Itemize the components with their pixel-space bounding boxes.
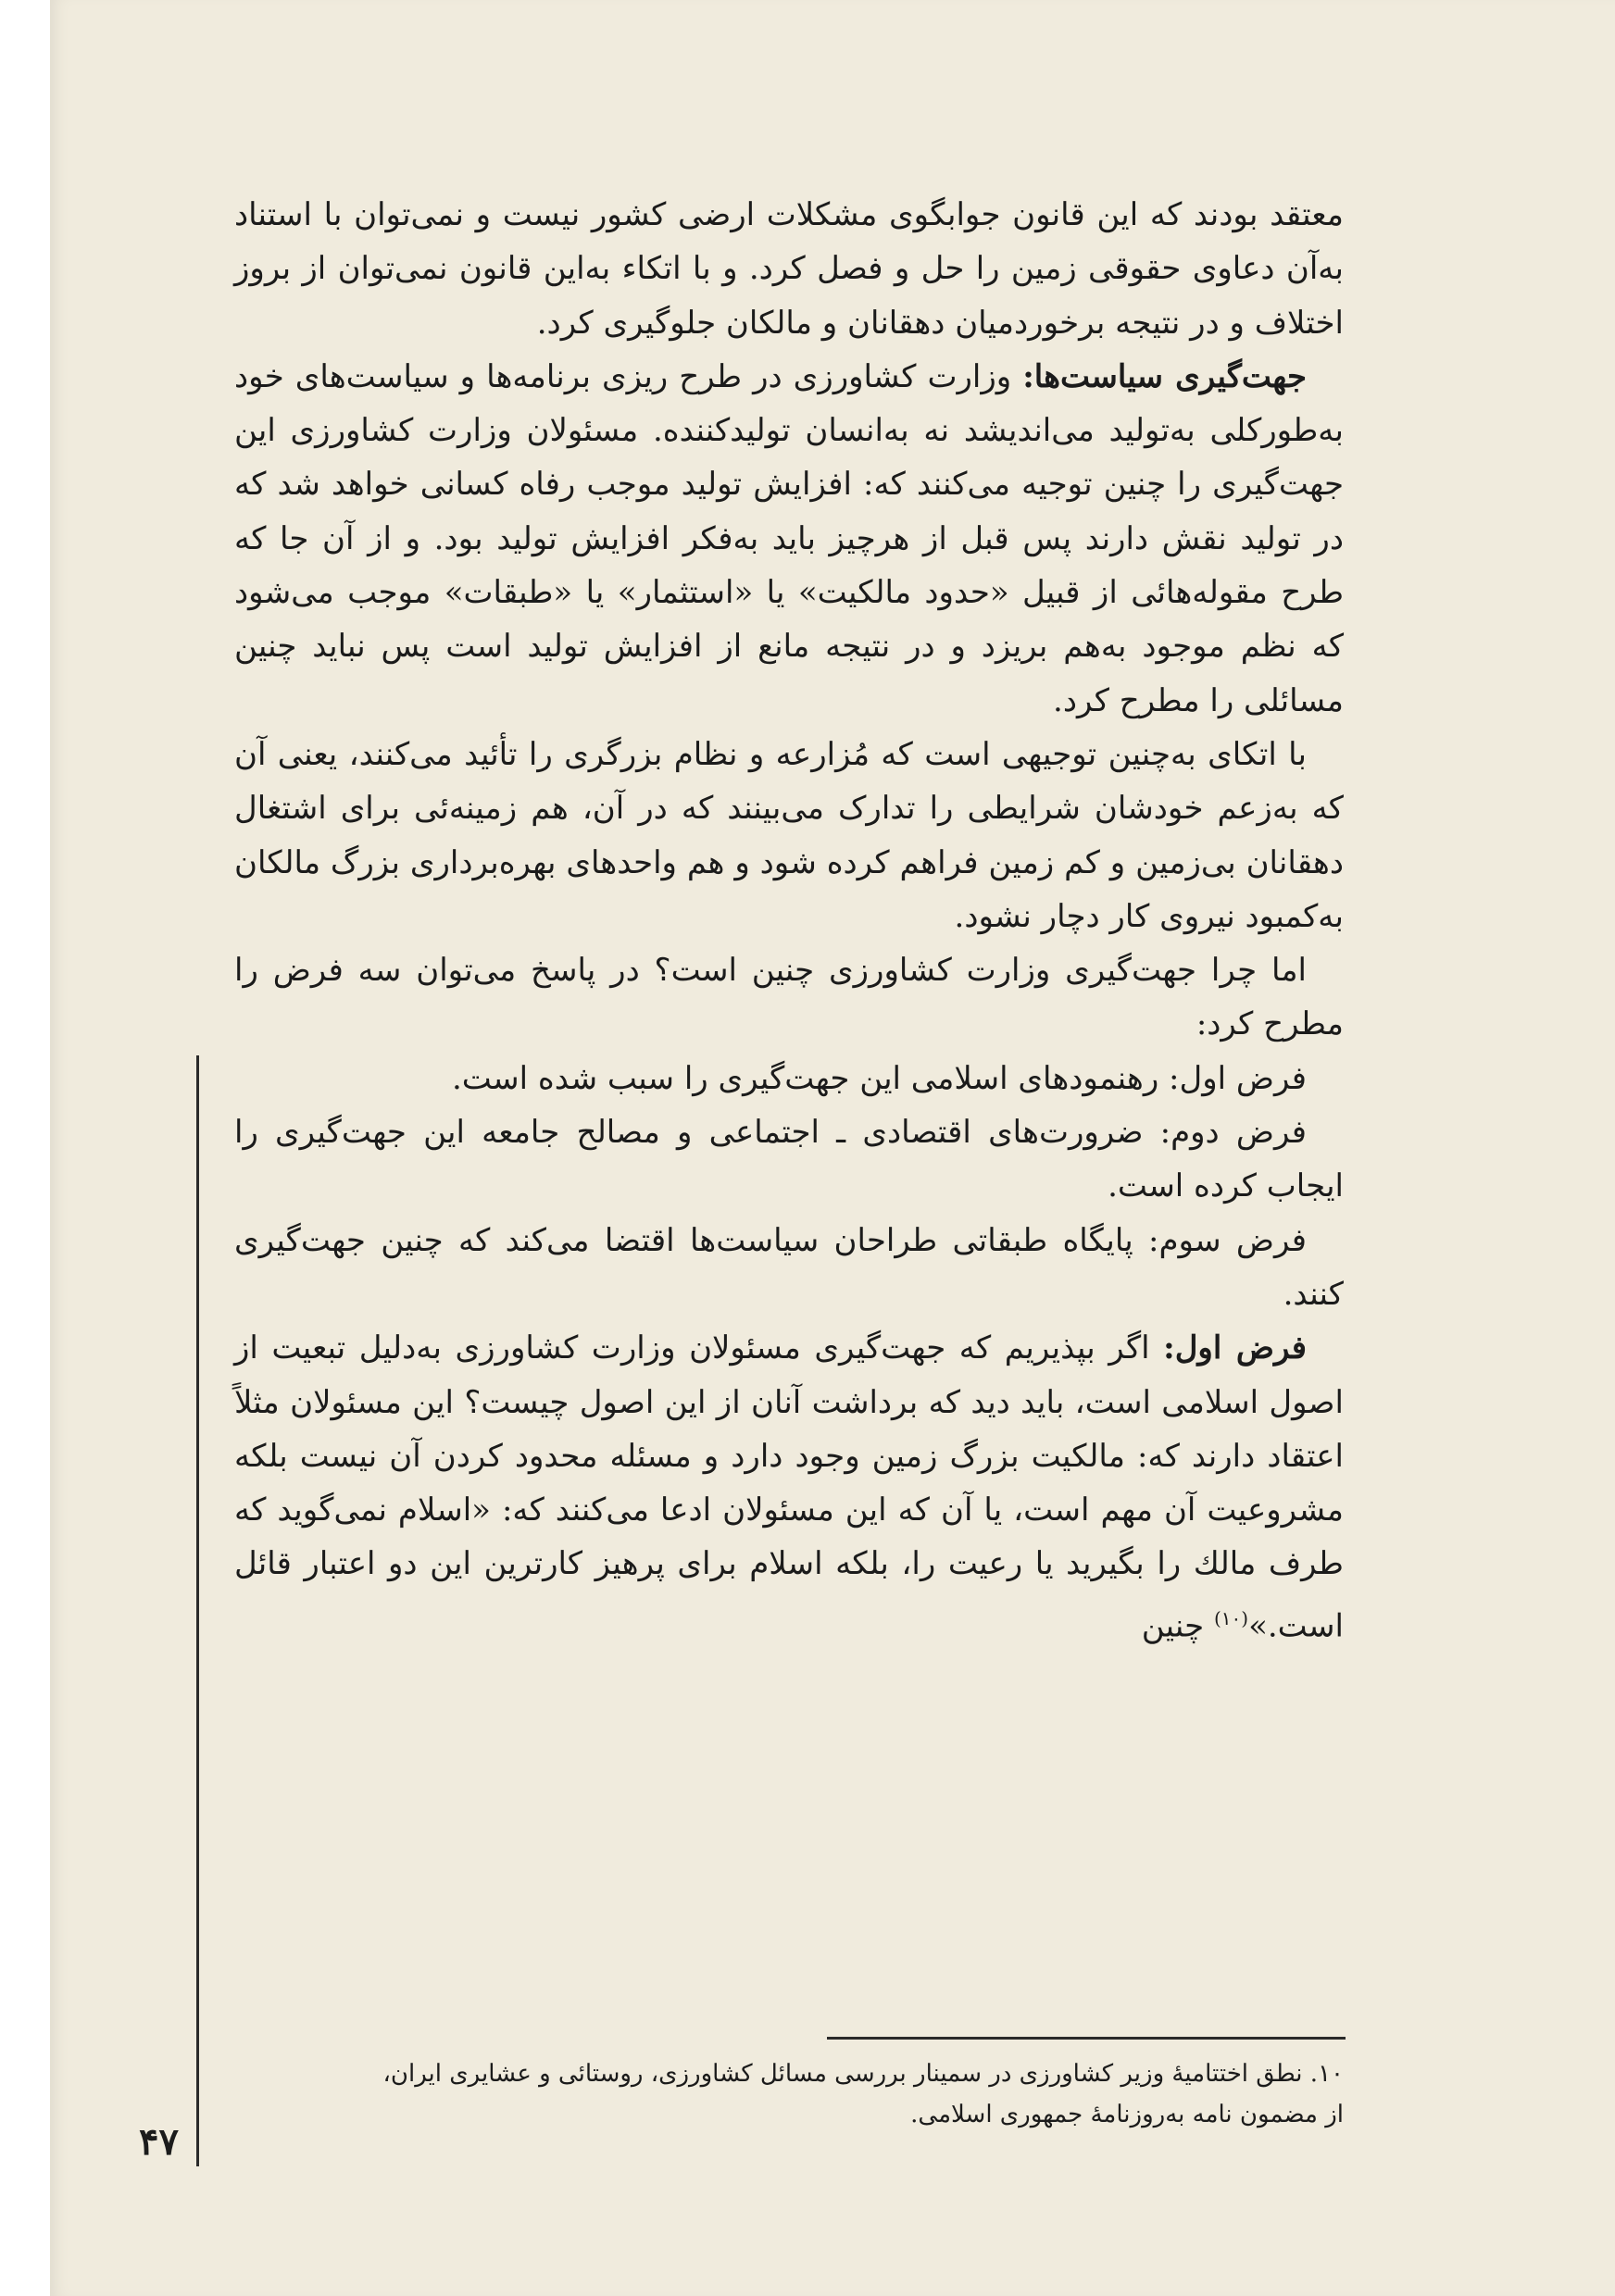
paragraph-8	[234, 1321, 1344, 1653]
hypothesis-1: فرض اول: رهنمودهای اسلامی این جهت‌گیری را سبب شده است.	[451, 1059, 1307, 1097]
margin-rule	[196, 1055, 199, 2166]
paragraph-1: معتقد بودند که این قانون جوابگوی مشکلات ارضی کشور نیست و نمی‌توان با استناد به‌آن دعاوی حقوقی زمین را حل و فصل کرد. و با اتکاء به‌این قانون نمی‌توان از بروز اختلاف و در نتیجه برخوردمیان دهقانان و مالکان جلوگیری کرد.	[234, 196, 1344, 342]
footnote-line-1: ۱۰. نطق اختتامیهٔ وزیر کشاورزی در سمینار بررسی مسائل کشاورزی، روستائی و عشایری ایران،	[382, 2060, 1344, 2088]
paragraph-2	[234, 350, 1344, 728]
page-number: ۴۷	[139, 2120, 179, 2164]
paragraph-8-tail: چنین	[1141, 1607, 1214, 1645]
paragraph-2-body: وزارت کشاورزی در طرح ریزی برنامه‌ها و سیاست‌های خود به‌طورکلی به‌تولید می‌اندیشد نه به‌انسان تولیدکننده. مسئولان وزارت کشاورزی این جهت‌گیری را چنین توجیه می‌کنند که: افزایش تولید موجب رفاه کسانی خواهد شد که در تولید نقش دارند پس قبل از هرچیز باید به‌فکر افزایش تولید بود. و از آن جا که طرح مقوله‌هائی از قبیل «حدود مالکیت» یا «استثمار» یا «طبقات» موجب می‌شود که نظم موجود به‌هم بریزد و در نتیجه مانع از افزایش تولید است پس نباید چنین مسائلی را مطرح کرد.	[234, 357, 1345, 719]
paragraph-2-heading: جهت‌گیری سیاست‌ها:	[1022, 357, 1307, 395]
footnote-divider	[827, 2037, 1346, 2040]
paragraph-3: با اتکای به‌چنین توجیهی است که مُزارعه و نظام بزرگری را تأئید می‌کنند، یعنی آن که به‌زعم خودشان شرایطی را تدارک می‌بینند که در آن، هم زمینه‌ئی برای اشتغال دهقانان بی‌زمین و کم زمین فراهم کرده شود و هم واحدهای بهره‌برداری بزرگ مالکان به‌کمبود نیروی کار دچار نشود.	[234, 735, 1344, 935]
paragraph-8-body: اگر بپذیریم که جهت‌گیری مسئولان وزارت کشاورزی به‌دلیل تبعیت از اصول اسلامی است، باید دید که برداشت آنان از این اصول چیست؟ این مسئولان مثلاً اعتقاد دارند که: مالکیت بزرگ زمین وجود دارد و مسئله محدود کردن آن نیست بلکه مشروعیت آن مهم است، یا آن که این مسئولان ادعا می‌کنند که: «اسلام نمی‌گوید که طرف مالك را بگیرید یا رعیت را، بلکه اسلام برای پرهیز کارترین این دو اعتبار قائل است.»	[234, 1329, 1344, 1645]
footnotes	[234, 2053, 1344, 2135]
paragraph-4: اما چرا جهت‌گیری وزارت کشاورزی چنین است؟ در پاسخ می‌توان سه فرض را مطرح کرد:	[234, 952, 1344, 1043]
footnote-line-2: از مضمون نامه به‌روزنامهٔ جمهوری اسلامی.	[910, 2101, 1344, 2128]
paragraph-8-heading: فرض اول:	[1163, 1329, 1307, 1367]
hypothesis-2: فرض دوم: ضرورت‌های اقتصادی ـ اجتماعی و مصالح جامعه این جهت‌گیری را ایجاب کرده است.	[234, 1114, 1344, 1205]
hypothesis-3: فرض سوم: پایگاه طبقاتی طراحان سیاست‌ها اقتضا می‌کند که چنین جهت‌گیری کنند.	[234, 1221, 1344, 1313]
body-text	[234, 188, 1344, 1653]
footnote-reference: (۱۰)	[1213, 1606, 1249, 1629]
